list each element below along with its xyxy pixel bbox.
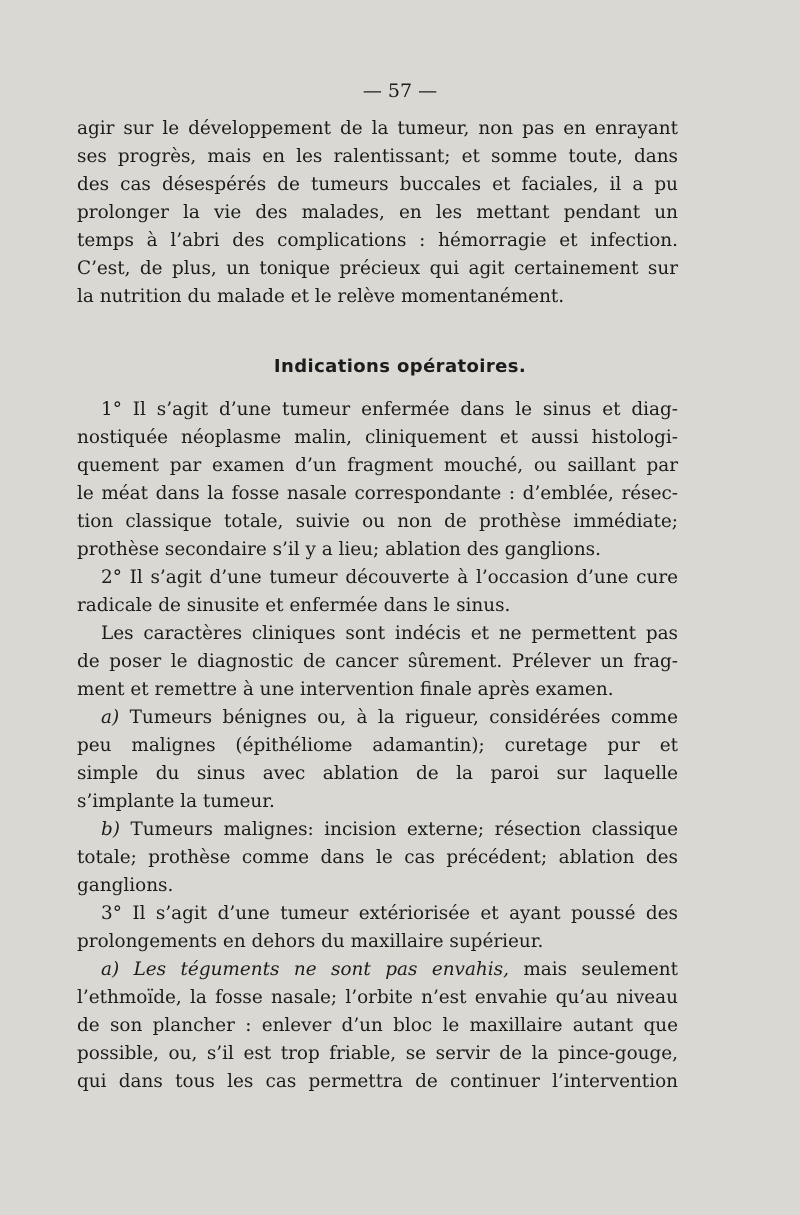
paragraph-clinical [77, 620, 678, 704]
text-line: possible, ou, s’il est trop friable, se servir de la pince-gouge, [77, 1043, 678, 1064]
text-line: simple du sinus avec ablation de la paroi sur laquelle [77, 763, 678, 784]
page-number: — 57 — [362, 80, 438, 102]
subitem-text: Tumeurs bénignes ou, à la rigueur, considérées comme [119, 707, 678, 728]
text-line: qui dans tous les cas permettra de continuer l’intervention [77, 1071, 678, 1092]
text-line: s’implante la tumeur. [77, 791, 275, 812]
text-line: ganglions. [77, 875, 174, 896]
text-line: C’est, de plus, un tonique précieux qui agit certainement sur [77, 258, 678, 279]
paragraph-opening [77, 115, 678, 311]
text-line: radicale de sinusite et enfermée dans le sinus. [77, 595, 511, 616]
indication-item-2 [77, 564, 678, 620]
section-heading: Indications opératoires. [273, 356, 527, 377]
text-line: prolongements en dehors du maxillaire supérieur. [77, 931, 544, 952]
text-line: tion classique totale, suivie ou non de prothèse immédiate; [77, 511, 678, 532]
text-line: la nutrition du malade et le relève momentanément. [77, 286, 565, 307]
text-line: totale; prothèse comme dans le cas précédent; ablation des [77, 847, 678, 868]
subitem-italic-text: Les téguments ne sont pas envahis, [119, 959, 509, 980]
subitem-text: mais seulement [508, 959, 679, 980]
text-line: quement par examen d’un fragment mouché, ou saillant par [77, 455, 678, 476]
text-line: peu malignes (épithéliome adamantin); curetage pur et [77, 735, 678, 756]
text-line: le méat dans la fosse nasale correspondante : d’emblée, résec- [77, 483, 678, 504]
text-line: Les caractères cliniques sont indécis et ne permettent pas [101, 623, 678, 644]
text-line: 1° Il s’agit d’une tumeur enfermée dans le sinus et diag- [101, 399, 678, 420]
subitem-label: a) [101, 959, 120, 980]
subitem-label: a) [101, 707, 120, 728]
text-line: 3° Il s’agit d’une tumeur extériorisée et ayant poussé des [101, 903, 678, 924]
text-line: prothèse secondaire s’il y a lieu; ablation des ganglions. [77, 539, 601, 560]
text-line: de son plancher : enlever d’un bloc le maxillaire autant que [77, 1015, 678, 1036]
section-body [77, 396, 678, 1096]
subitem-a-teguments [77, 956, 678, 1096]
subitem-a-benign [77, 704, 678, 816]
indication-item-1 [77, 396, 678, 564]
text-line: agir sur le développement de la tumeur, non pas en enrayant [77, 118, 678, 139]
text-line: nostiquée néoplasme malin, cliniquement et aussi histologi- [77, 427, 678, 448]
text-line: de poser le diagnostic de cancer sûrement. Prélever un frag- [77, 651, 678, 672]
indication-item-3 [77, 900, 678, 956]
text-line [77, 704, 678, 732]
text-line: temps à l’abri des complications : hémorragie et infection. [77, 230, 678, 251]
text-line: ses progrès, mais en les ralentissant; et somme toute, dans [77, 146, 678, 167]
text-line: ment et remettre à une intervention finale après examen. [77, 679, 614, 700]
text-line: des cas désespérés de tumeurs buccales et faciales, il a pu [77, 174, 678, 195]
text-line: prolonger la vie des malades, en les mettant pendant un [77, 202, 678, 223]
text-line [77, 956, 678, 984]
subitem-text: Tumeurs malignes: incision externe; résection classique [119, 819, 678, 840]
text-line: l’ethmoïde, la fosse nasale; l’orbite n’est envahie qu’au niveau [77, 987, 678, 1008]
subitem-label: b) [101, 819, 120, 840]
subitem-b-malignant [77, 816, 678, 900]
text-line [77, 816, 678, 844]
text-line: 2° Il s’agit d’une tumeur découverte à l’occasion d’une cure [101, 567, 678, 588]
